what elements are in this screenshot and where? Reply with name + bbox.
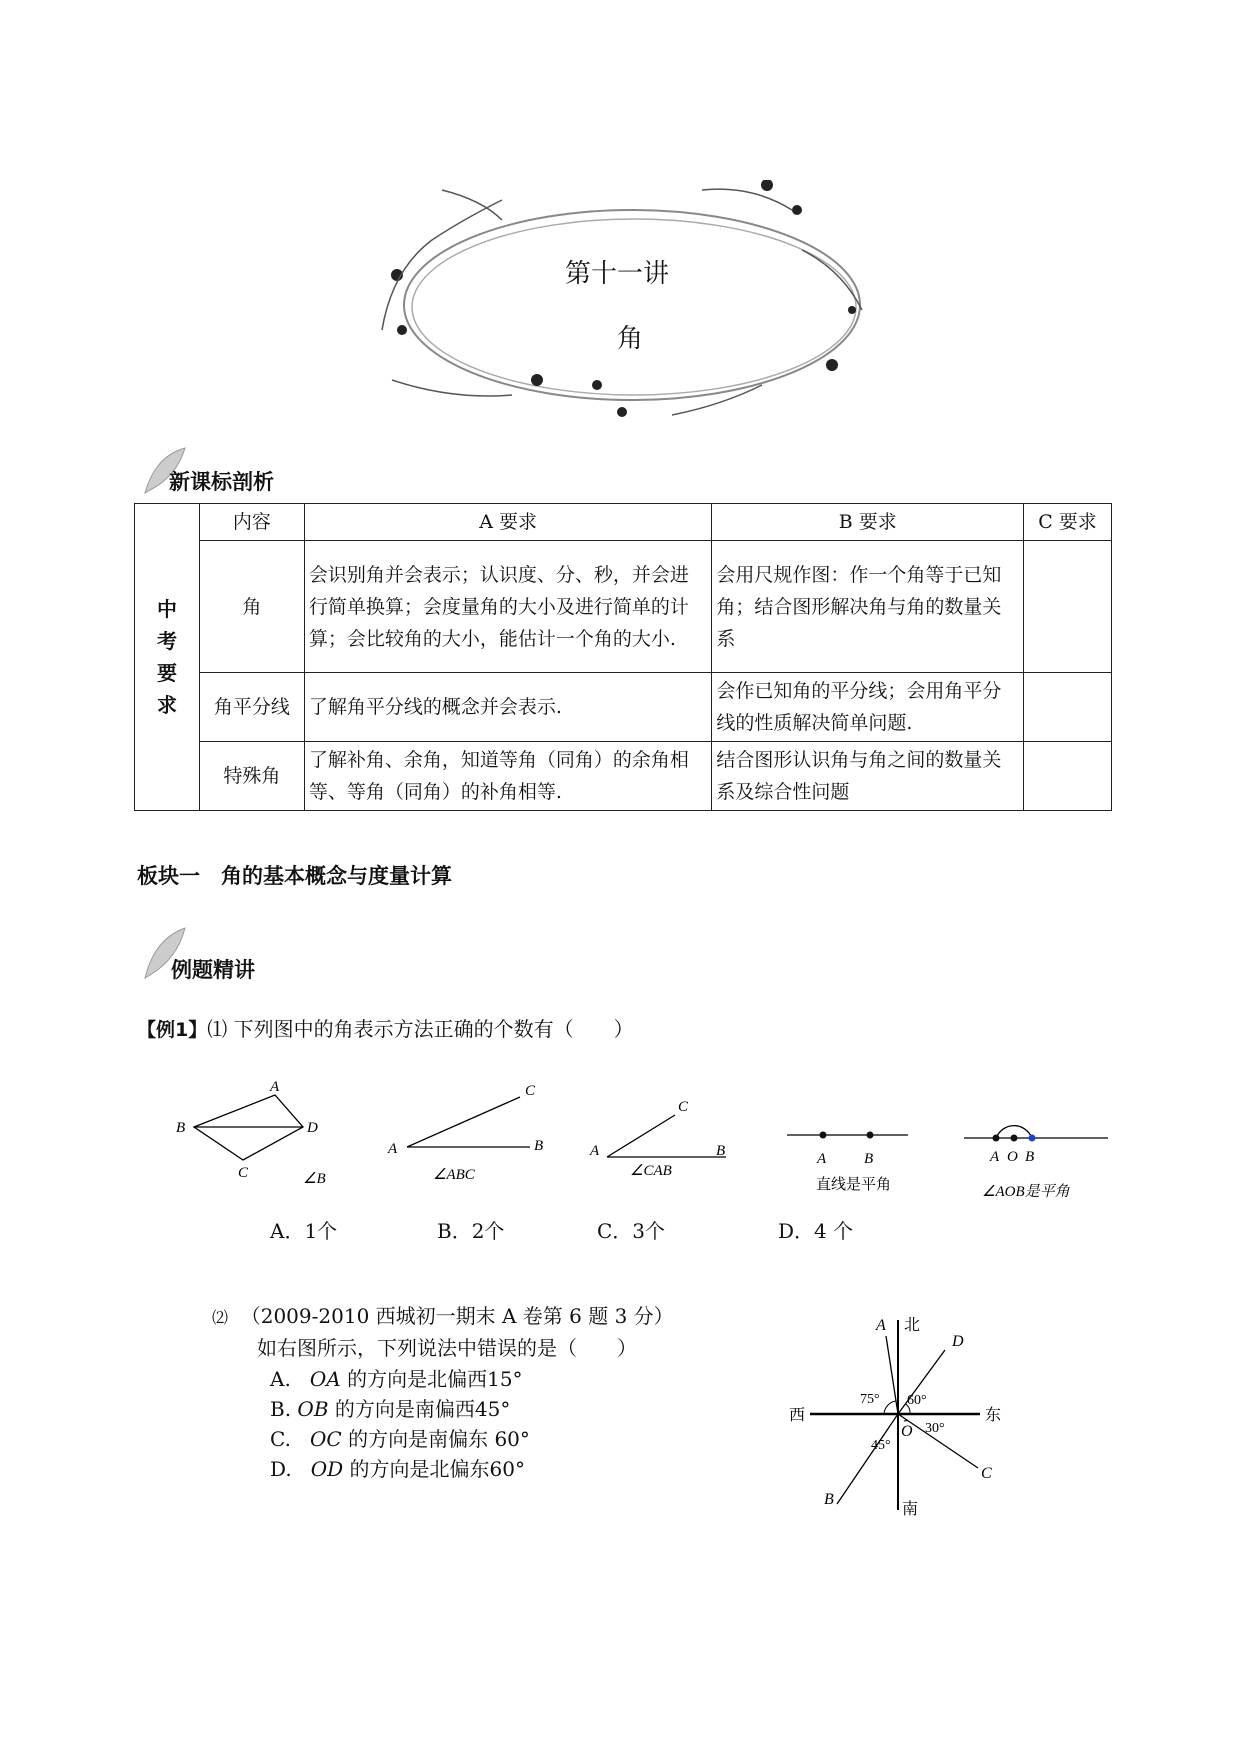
label: ∠B [303,1171,326,1187]
choice-b: B．2个 [437,1219,505,1243]
label: B [176,1120,186,1136]
label: C [981,1465,992,1482]
label: ∠AOB是平角 [982,1184,1070,1200]
label: 南 [902,1501,919,1518]
section-heading-curriculum: 新课标剖析 [169,470,274,494]
label: A [590,1143,600,1159]
label: 30° [925,1421,945,1436]
choice-a: A．1个 [270,1219,338,1243]
question-1: ⑴ 下列图中的角表示方法正确的个数有（ ） [207,1017,634,1041]
label: A [876,1317,886,1334]
label: A [388,1141,398,1157]
header-b: B 要求 [712,504,1024,541]
header-content: 内容 [199,504,304,541]
table-row: 特殊角 了解补角、余角，知道等角（同角）的余角相等、等角（同角）的补角相等. 结合图形认识角与角之间的数量关系及综合性问题 [135,742,1112,811]
q2-choice-a: A. OA 的方向是北偏西15° [270,1367,523,1391]
q2-choice-b: B. OB 的方向是南偏西45° [270,1397,511,1421]
header-c: C 要求 [1024,504,1112,541]
label: B [864,1151,874,1167]
compass-diagram [780,1300,1020,1520]
label: B [1025,1149,1035,1165]
label: 直线是平角 [816,1177,892,1193]
label: C [678,1099,689,1115]
label: B [824,1491,834,1508]
label: A [990,1149,1000,1165]
label: C [525,1083,536,1099]
label: C [238,1165,249,1181]
q2-choice-c: C. OC 的方向是南偏东 60° [270,1427,530,1451]
label: 45° [871,1438,891,1453]
label: ∠ABC [433,1167,475,1183]
choice-d: D．4 个 [778,1219,854,1243]
label: 60° [907,1393,927,1408]
label: A [817,1151,827,1167]
lecture-number: 第十一讲 [565,259,670,289]
q2-choice-d: D. OD 的方向是北偏东60° [270,1457,526,1481]
lecture-topic: 角 [617,324,644,354]
label: B [534,1138,544,1154]
section-heading-examples: 例题精讲 [171,958,255,982]
side-label: 中 考 要 求 [135,504,200,811]
label: A [270,1079,280,1095]
label: O [901,1423,913,1440]
angle-figures [170,1075,1120,1205]
label: D [307,1120,318,1136]
table-row: 角平分线 了解角平分线的概念并会表示. 会作已知角的平分线；会用角平分线的性质解决简单问题. [135,673,1112,742]
label: ∠CAB [630,1163,672,1179]
example-label: 【例1】 [137,1019,208,1041]
ornamental-frame [372,180,892,430]
requirements-table [134,503,1112,811]
label: 西 [789,1407,806,1424]
question-2-source: （2009-2010 西城初一期末 A 卷第 6 题 3 分） [240,1304,674,1328]
table-row: 角 会识别角并会表示；认识度、分、秒，并会进行简单换算；会度量角的大小及进行简单的计算；会比较角的大小，能估计一个角的大小. 会用尺规作图：作一个角等于已知角；结合图形解决角与角的数量关系 [135,541,1112,673]
label: D [952,1333,964,1350]
question-2-stem: 如右图所示，下列说法中错误的是（ ） [257,1336,637,1360]
label: 75° [860,1392,880,1407]
choice-c: C．3个 [597,1219,666,1243]
question-2-number: ⑵ [212,1308,229,1327]
label: O [1007,1149,1018,1165]
header-a: A 要求 [304,504,712,541]
label: 东 [985,1407,1002,1424]
label: B [716,1143,726,1159]
block-heading: 板块一 角的基本概念与度量计算 [137,864,452,888]
label: 北 [904,1317,921,1334]
